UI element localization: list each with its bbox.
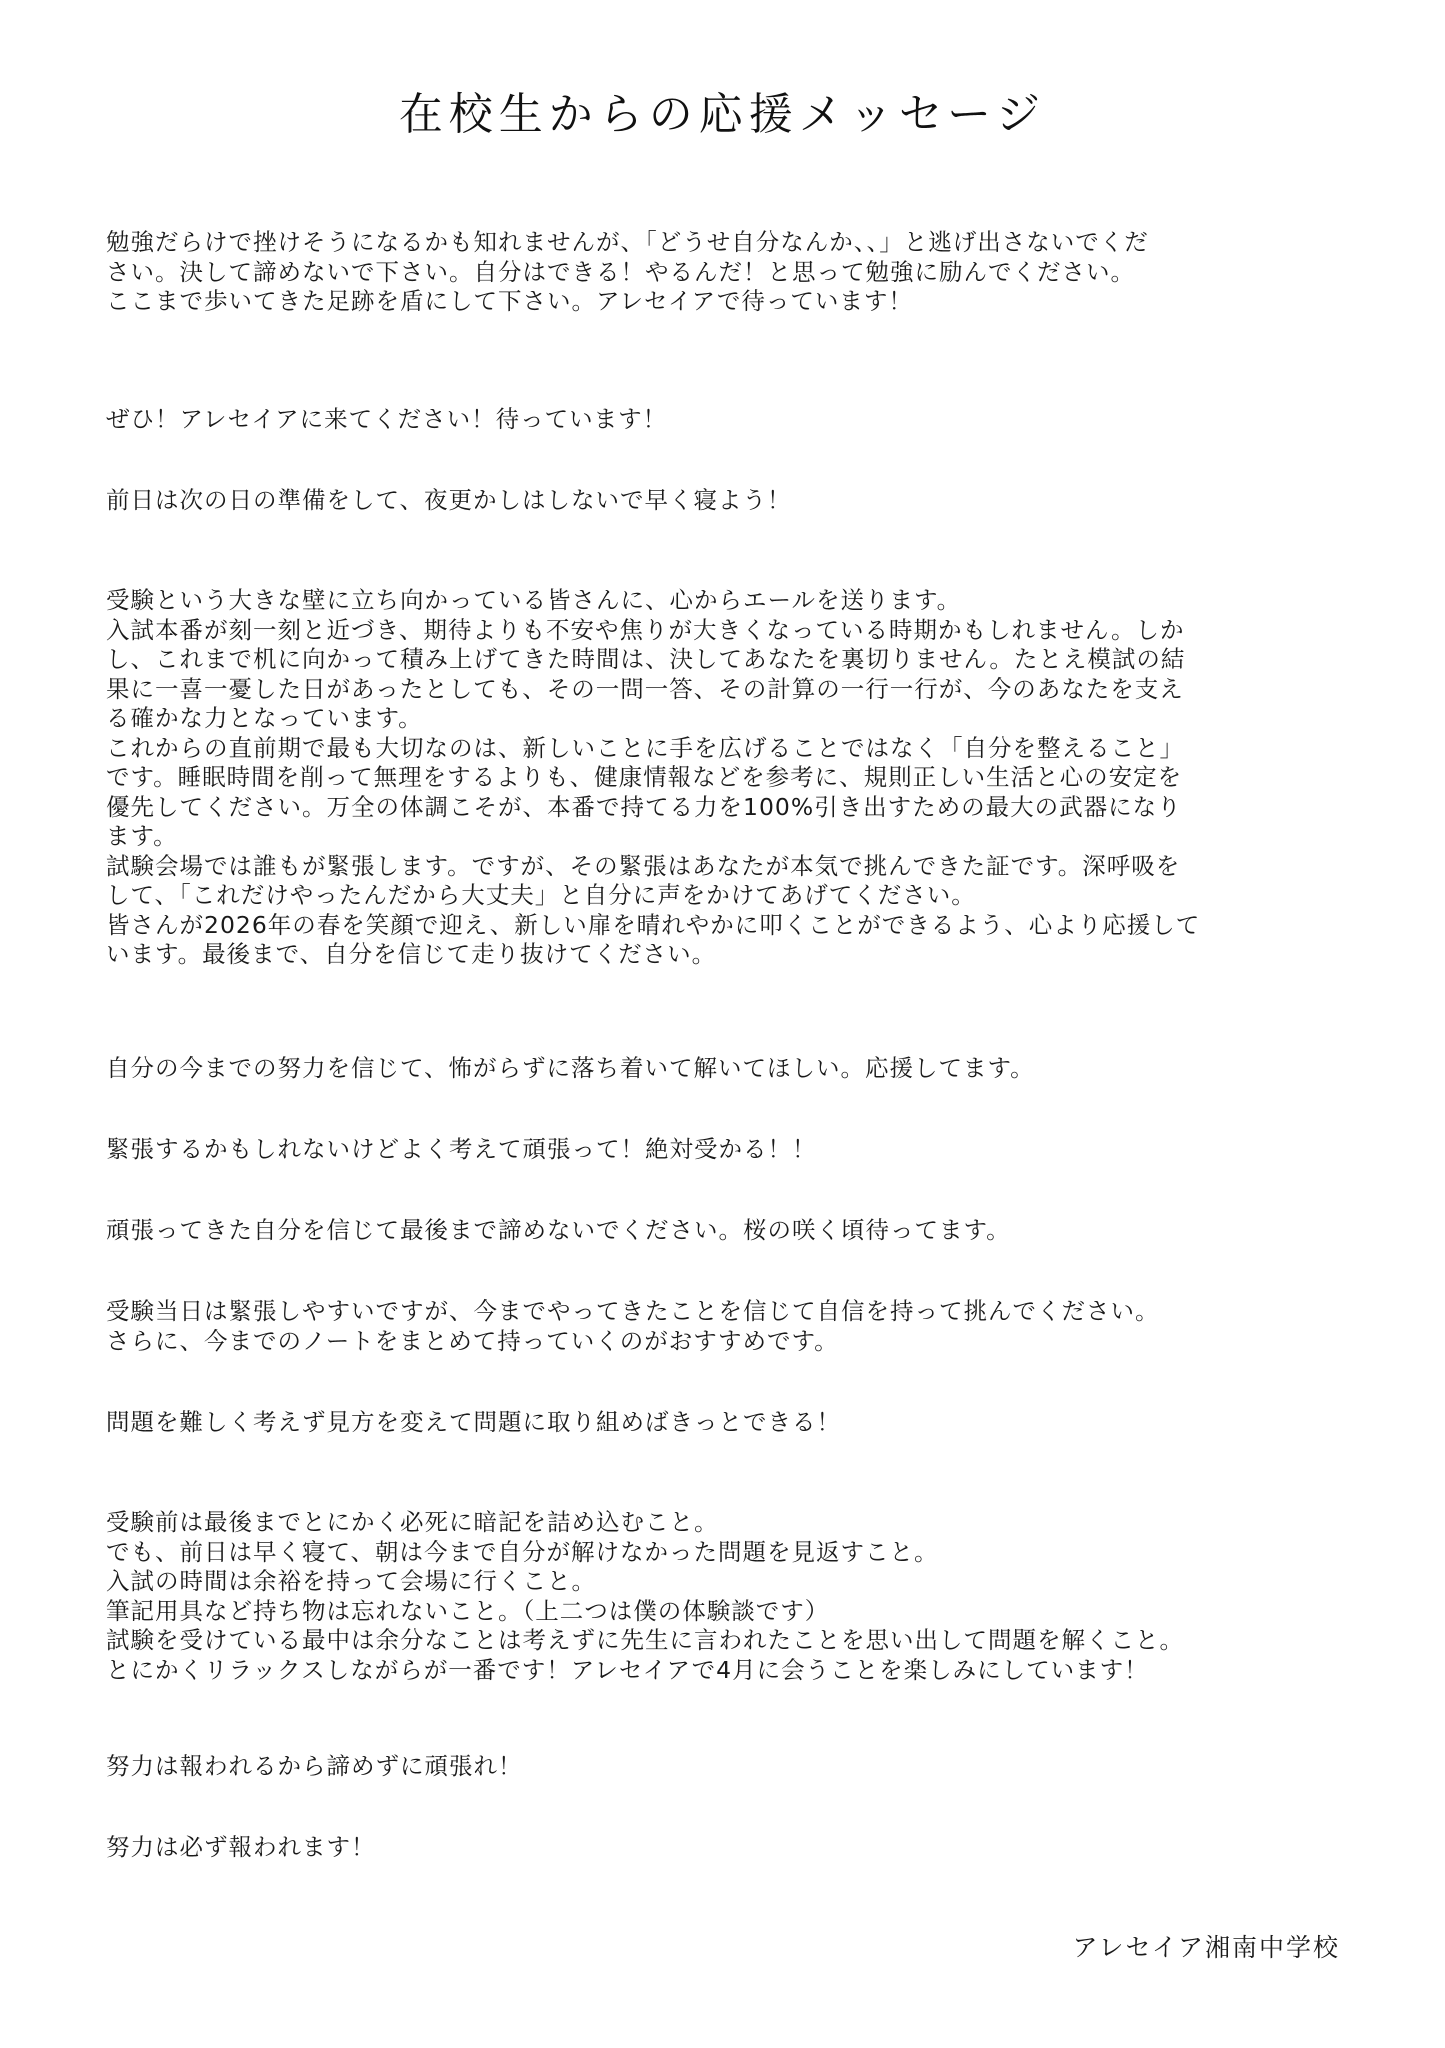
message-block <box>106 1408 1346 1438</box>
message-line: ます。 <box>106 822 178 850</box>
message-line: とにかくリラックスしながらが一番です！アレセイアで4月に会うことを楽しみにしています！ <box>106 1655 1149 1684</box>
message-line: 試験会場では誰もが緊張します。ですが、その緊張はあなたが本気で挑んできた証です。深呼吸を <box>106 851 1181 880</box>
message-line: でも、前日は早く寝て、朝は今まで自分が解けなかった問題を見返すこと。 <box>106 1537 939 1566</box>
message-line: 緊張するかもしれないけどよく考えて頑張って！絶対受かる！！ <box>106 1135 817 1163</box>
message-line: います。最後まで、自分を信じて走り抜けてください。 <box>106 940 717 968</box>
message-block <box>106 1508 1346 1685</box>
message-line: です。睡眠時間を削って無理をするよりも、健康情報などを参考に、規則正しい生活と心の安定を <box>106 763 1183 791</box>
message-line: 皆さんが2026年の春を笑顔で迎え、新しい扉を晴れやかに叩くことができるよう、心より応援して <box>106 910 1201 939</box>
message-block <box>106 228 1346 317</box>
page-title: 在校生からの応援メッセージ <box>398 89 1047 140</box>
message-block <box>106 1833 1346 1863</box>
message-line: 受験前は最後までとにかく必死に暗記を詰め込むこと。 <box>106 1508 719 1536</box>
message-line: 頑張ってきた自分を信じて最後まで諦めないでください。桜の咲く頃待ってます。 <box>106 1216 1011 1244</box>
message-line: ぜひ！アレセイアに来てください！待っています！ <box>106 405 668 433</box>
message-block <box>106 1297 1346 1356</box>
message-line: 入試本番が刻一刻と近づき、期待よりも不安や焦りが大きくなっている時期かもしれません。しか <box>106 615 1185 644</box>
message-line: 試験を受けている最中は余分なことは考えずに先生に言われたことを思い出して問題を解くこと。 <box>106 1626 1184 1654</box>
message-line: 入試の時間は余裕を持って会場に行くこと。 <box>106 1567 596 1595</box>
message-line: 努力は必ず報われます！ <box>106 1833 376 1861</box>
school-signature: アレセイア湘南中学校 <box>1072 1933 1340 1962</box>
message-line: 受験という大きな壁に立ち向かっている皆さんに、心からエールを送ります。 <box>106 586 962 614</box>
message-line: 優先してください。万全の体調こそが、本番で持てる力を100%引き出すための最大の武器になり <box>106 792 1182 821</box>
message-line: 努力は報われるから諦めずに頑張れ！ <box>106 1752 523 1780</box>
message-line: 勉強だらけで挫けそうになるかも知れませんが、「どうせ自分なんか、、」と逃げ出さないでくだ <box>106 228 1149 256</box>
message-block <box>106 486 1346 516</box>
message-line: ここまで歩いてきた足跡を盾にして下さい。アレセイアで待っています！ <box>106 287 913 315</box>
message-block <box>106 405 1346 435</box>
message-line: 問題を難しく考えず見方を変えて問題に取り組めばきっとできる！ <box>106 1408 841 1436</box>
message-line: 自分の今までの努力を信じて、怖がらずに落ち着いて解いてほしい。応援してます。 <box>106 1054 1035 1082</box>
message-block <box>106 1216 1346 1246</box>
message-block <box>106 1135 1346 1165</box>
message-line: し、これまで机に向かって積み上げてきた時間は、決してあなたを裏切りません。たとえ模試の結 <box>106 645 1186 673</box>
message-block <box>106 1752 1346 1782</box>
message-line: 受験当日は緊張しやすいですが、今までやってきたことを信じて自信を持って挑んでください。 <box>106 1297 1160 1325</box>
message-block <box>106 1054 1346 1084</box>
message-block <box>106 586 1346 970</box>
message-line: る確かな力となっています。 <box>106 704 423 732</box>
message-line: 筆記用具など持ち物は忘れないこと。（上二つは僕の体験談です） <box>106 1596 830 1625</box>
message-line: して、「これだけやったんだから大丈夫」と自分に声をかけてあげてください。 <box>106 881 976 909</box>
message-line: 前日は次の日の準備をして、夜更かしはしないで早く寝よう！ <box>106 486 792 514</box>
message-line: 果に一喜一憂した日があったとしても、その一問一答、その計算の一行一行が、今のあなたを支え <box>106 674 1184 703</box>
message-line: これからの直前期で最も大切なのは、新しいことに手を広げることではなく「自分を整えること」 <box>106 733 1184 762</box>
message-line: さい。決して諦めないで下さい。自分はできる！やるんだ！と思って勉強に励んでください。 <box>106 257 1135 286</box>
message-line: さらに、今までのノートをまとめて持っていくのがおすすめです。 <box>106 1326 839 1355</box>
